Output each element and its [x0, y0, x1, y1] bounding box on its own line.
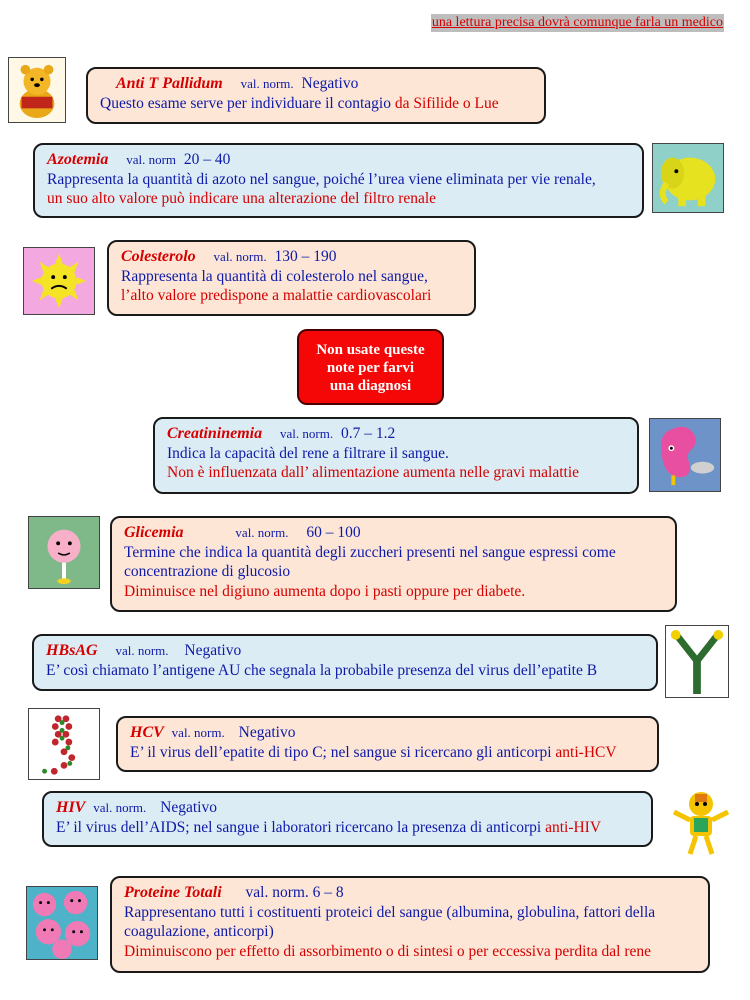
pink-blobs-image [26, 886, 98, 960]
diagnosis-warning-box [297, 329, 444, 405]
yellow-puppet-image [668, 786, 734, 858]
description-highlight: l’alto valore predispone a malattie cardiovascolari [121, 287, 432, 304]
card-colesterolo [107, 240, 476, 316]
description-text: E’ il virus dell’epatite di tipo C; nel sangue si ricercano gli anticorpi [130, 743, 556, 761]
card-hbsag [32, 634, 658, 691]
normal-value: Negativo [160, 799, 217, 816]
description-text: coagulazione, anticorpi) [124, 923, 274, 940]
normal-value: 6 – 8 [312, 884, 344, 901]
normal-value: 130 – 190 [274, 248, 337, 265]
normal-value-label: val. norm. [115, 643, 169, 658]
normal-value: 60 – 100 [306, 524, 361, 541]
antibody-diagram-image [665, 625, 729, 698]
card-glicemia [110, 516, 677, 612]
normal-value: Negativo [184, 642, 242, 659]
normal-value: 0.7 – 1.2 [340, 425, 396, 442]
warning-line: note per farvi [326, 360, 415, 376]
normal-value-label: val. norm. [93, 800, 147, 815]
header-note: una lettura precisa dovrà comunque farla un medico [431, 15, 723, 30]
description-text: Rappresenta la quantità di azoto nel sangue, poiché l’urea viene eliminata per vie renale, [47, 170, 596, 188]
winnie-the-pooh-image [8, 57, 66, 123]
normal-value-label: val. norm. [240, 76, 294, 91]
description-highlight: anti-HCV [555, 743, 617, 761]
yellow-sun-image [23, 247, 95, 315]
normal-value: Negativo [301, 75, 359, 92]
term-title: Proteine Totali [124, 884, 222, 901]
normal-value-label: val. norm. [235, 525, 289, 540]
description-text: E’ così chiamato l’antigene AU che segnala la probabile presenza del virus dell’epatite B [46, 661, 598, 679]
description-text: Indica la capacità del rene a filtrare il sangue. [167, 444, 449, 462]
term-title: HBsAG [46, 642, 98, 659]
normal-value-label: val. norm. [280, 426, 334, 441]
warning-line: Non usate queste [316, 342, 425, 358]
yellow-elephant-image [652, 143, 724, 213]
card-proteine-totali [110, 876, 710, 973]
term-title: Colesterolo [121, 248, 196, 265]
description-text: Termine che indica la quantità degli zuccheri presenti nel sangue espressi come [124, 543, 616, 561]
card-azotemia [33, 143, 644, 218]
description-highlight: un suo alto valore può indicare una alterazione del filtro renale [47, 190, 437, 207]
description-text: Questo esame serve per individuare il contagio [100, 94, 395, 112]
card-creatininemia [153, 417, 639, 494]
card-hcv [116, 716, 659, 772]
term-title: Azotemia [47, 151, 109, 168]
description-highlight: Diminuisce nel digiuno aumenta dopo i pasti oppure per diabete. [124, 582, 526, 600]
description-highlight: anti-HIV [545, 818, 602, 836]
normal-value-label: val. norm. [245, 884, 309, 901]
normal-value: Negativo [238, 724, 296, 741]
description-text: concentrazione di glucosio [124, 563, 291, 580]
description-text: E’ il virus dell’AIDS; nel sangue i laboratori ricercano la presenza di anticorpi [56, 818, 546, 836]
description-text: Rappresentano tutti i costituenti proteici del sangue (albumina, globulina, fattori della [124, 903, 656, 921]
description-highlight: Diminuiscono per effetto di assorbimento o di sintesi o per eccessiva perdita dal rene [124, 942, 651, 960]
term-title: Anti T Pallidum [116, 75, 223, 92]
description-highlight: da Sifilide o Lue [394, 94, 499, 112]
description-highlight: Non è influenzata dall’ alimentazione aumenta nelle gravi malattie [167, 464, 579, 481]
lollipop-character-image [28, 516, 100, 589]
card-anti-t-pallidum [86, 67, 546, 124]
term-title: Glicemia [124, 524, 184, 541]
warning-line: una diagnosi [329, 378, 412, 394]
description-text: Rappresenta la quantità di colesterolo nel sangue, [121, 267, 428, 285]
term-title: HCV [130, 724, 164, 741]
normal-value-label: val. norm. [213, 249, 267, 264]
term-title: HIV [56, 799, 86, 816]
normal-value-label: val. norm. [171, 725, 225, 740]
normal-value: 20 – 40 [183, 151, 231, 168]
card-hiv [42, 791, 653, 847]
term-title: Creatininemia [167, 425, 263, 442]
kidney-character-image [649, 418, 721, 492]
normal-value-label: val. norm [126, 152, 177, 167]
rna-virus-image [28, 708, 100, 780]
